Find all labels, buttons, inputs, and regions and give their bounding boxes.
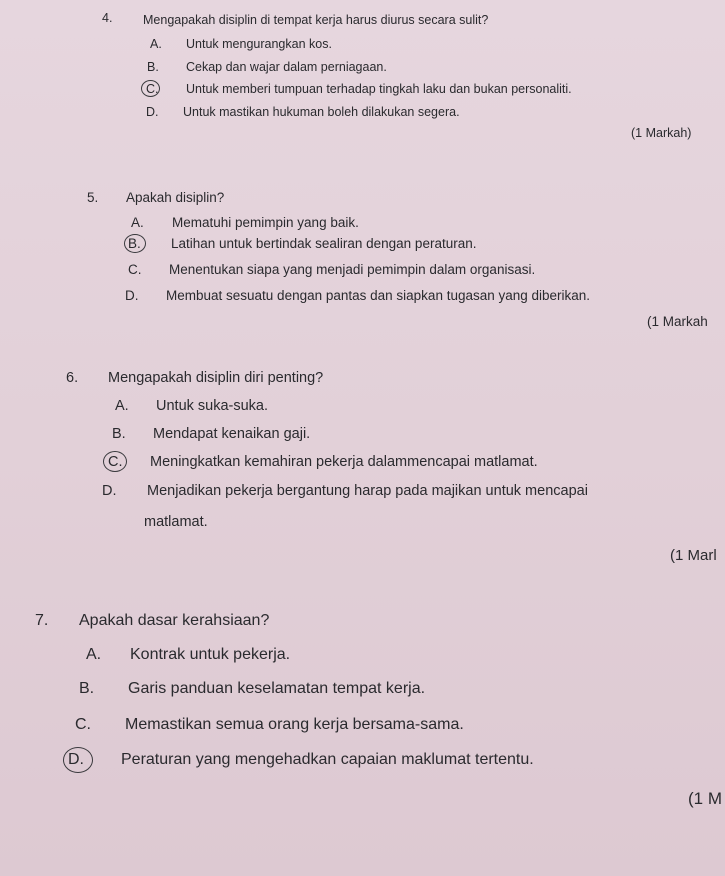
option-letter: C. (128, 262, 142, 277)
option-text: Untuk mastikan hukuman boleh dilakukan segera. (183, 105, 460, 119)
option-text: Untuk mengurangkan kos. (186, 37, 332, 51)
option-letter: B. (128, 236, 141, 251)
option-letter: D. (125, 288, 139, 303)
marks-label: (1 M (688, 789, 722, 808)
option-text: Menentukan siapa yang menjadi pemimpin dalam organisasi. (169, 262, 536, 277)
question-number: 4. (102, 11, 113, 25)
question-number: 5. (87, 190, 99, 205)
option-text: Untuk suka-suka. (156, 398, 269, 414)
option-letter: B. (112, 426, 126, 442)
option-letter: D. (68, 751, 84, 768)
option-text: Membuat sesuatu dengan pantas dan siapkan tugasan yang diberikan. (166, 288, 591, 303)
option-letter: A. (86, 646, 102, 663)
option-text: Kontrak untuk pekerja. (130, 646, 291, 663)
option-letter: C. (75, 716, 91, 733)
marks-label: (1 Markah (647, 314, 708, 329)
option-text: Peraturan yang mengehadkan capaian maklumat tertentu. (121, 751, 534, 768)
option-letter: A. (131, 215, 144, 230)
question-number: 6. (66, 370, 79, 386)
option-text: Meningkatkan kemahiran pekerja dalammencapai matlamat. (150, 454, 538, 470)
option-letter: A. (115, 398, 129, 414)
option-letter: B. (79, 680, 95, 697)
question-text: Mengapakah disiplin diri penting? (108, 370, 324, 386)
option-letter: A. (150, 37, 162, 51)
option-text: Memastikan semua orang kerja bersama-sama. (125, 716, 464, 733)
option-text: Cekap dan wajar dalam perniagaan. (186, 60, 387, 74)
question-text: Mengapakah disiplin di tempat kerja harus diurus secara sulit? (143, 13, 489, 27)
option-letter: D. (146, 105, 159, 119)
option-letter: B. (147, 60, 159, 74)
option-text: Latihan untuk bertindak sealiran dengan peraturan. (171, 236, 477, 251)
option-letter: D. (102, 483, 117, 499)
option-text: Untuk memberi tumpuan terhadap tingkah laku dan bukan personaliti. (186, 82, 572, 96)
option-letter: C. (108, 454, 123, 470)
option-text: Mematuhi pemimpin yang baik. (172, 215, 359, 230)
marks-label: (1 Marl (670, 547, 717, 564)
option-text: Garis panduan keselamatan tempat kerja. (128, 680, 426, 697)
option-text: Menjadikan pekerja bergantung harap pada majikan untuk mencapai (147, 483, 588, 499)
option-text: Mendapat kenaikan gaji. (153, 426, 311, 442)
option-text-continuation: matlamat. (144, 514, 208, 530)
question-text: Apakah disiplin? (126, 190, 225, 205)
question-text: Apakah dasar kerahsiaan? (79, 612, 270, 629)
option-letter: C. (146, 82, 159, 96)
question-number: 7. (35, 612, 49, 629)
marks-label: (1 Markah) (631, 126, 692, 140)
